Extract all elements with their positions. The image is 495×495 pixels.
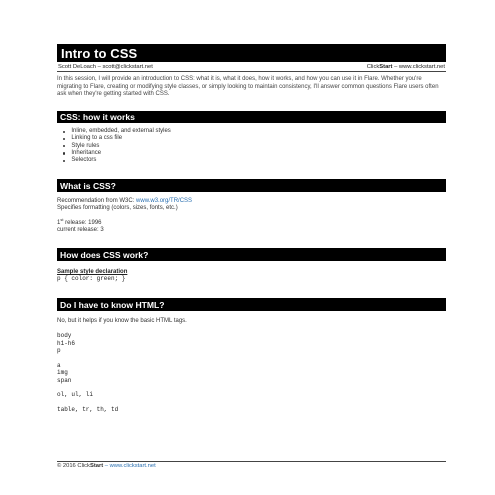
tag-line: a bbox=[57, 361, 61, 369]
tag-line: h1-h6 bbox=[57, 339, 76, 347]
list-item: Inline, embedded, and external styles bbox=[57, 128, 446, 135]
document-page bbox=[57, 44, 446, 414]
section-title: What is CSS? bbox=[60, 180, 116, 191]
tag-line: span bbox=[57, 376, 72, 384]
tag-line: table, tr, th, td bbox=[57, 406, 119, 414]
w3c-link[interactable]: www.w3.org/TR/CSS bbox=[136, 197, 193, 204]
sample-code: p { color: green; } bbox=[57, 274, 126, 282]
footer: © 2016 ClickStart – www.clickstart.net bbox=[57, 461, 446, 469]
current-release-line: current release: 3 bbox=[57, 227, 104, 234]
tag-line bbox=[57, 399, 446, 406]
list-item: Linking to a css file bbox=[57, 135, 446, 142]
bullet-icon bbox=[63, 145, 65, 147]
html-tag-list bbox=[57, 332, 446, 413]
html-answer: No, but it helps if you know the basic HTML tags. bbox=[57, 317, 187, 324]
section-title: How does CSS work? bbox=[60, 249, 149, 260]
list-item: Inheritance bbox=[57, 150, 446, 157]
bullet-icon bbox=[63, 160, 65, 162]
bullet-icon bbox=[63, 131, 65, 133]
section-title: Do I have to know HTML? bbox=[60, 299, 165, 310]
list-item: Selectors bbox=[57, 157, 446, 164]
bullet-icon bbox=[63, 152, 65, 154]
tag-line bbox=[57, 384, 446, 391]
specifies-line: Specifies formatting (colors, sizes, fonts, etc.) bbox=[57, 205, 178, 212]
tag-line: p bbox=[57, 347, 61, 355]
sample-title: Sample style declaration bbox=[57, 268, 128, 275]
byline bbox=[57, 62, 446, 72]
intro-paragraph: In this session, I will provide an introduction to CSS: what it is, what it does, how it works, and how you can use it in Flare. Whether you're migrating to Flare, creating or modifying style classes, or simply looking to maintain consistency, I'll answer common questions Flare users often ask when they're getting started with CSS. bbox=[57, 76, 439, 98]
bullet-icon bbox=[63, 138, 65, 140]
tag-line bbox=[57, 354, 446, 361]
tag-line: ol, ul, li bbox=[57, 391, 94, 399]
tag-line: img bbox=[57, 369, 68, 377]
author-line: Scott DeLoach – scott@clickstart.net bbox=[58, 63, 153, 70]
section-how-does-css-work bbox=[57, 248, 446, 261]
list-item: Style rules bbox=[57, 143, 446, 150]
section-what-is-css bbox=[57, 179, 446, 192]
section-know-html bbox=[57, 298, 446, 311]
section-how-it-works bbox=[57, 111, 446, 124]
recommendation-line: Recommendation from W3C: www.w3.org/TR/CSS bbox=[57, 197, 193, 204]
tag-line: body bbox=[57, 332, 72, 340]
bullet-list bbox=[57, 128, 446, 164]
section-title: CSS: how it works bbox=[60, 112, 135, 123]
release-line: 1st release: 1996 bbox=[57, 216, 102, 226]
page-title: Intro to CSS bbox=[61, 45, 138, 61]
title-bar bbox=[57, 44, 446, 62]
brand-line: ClickStart – www.clickstart.net bbox=[366, 63, 445, 70]
footer-site-link[interactable]: www.clickstart.net bbox=[109, 463, 156, 469]
